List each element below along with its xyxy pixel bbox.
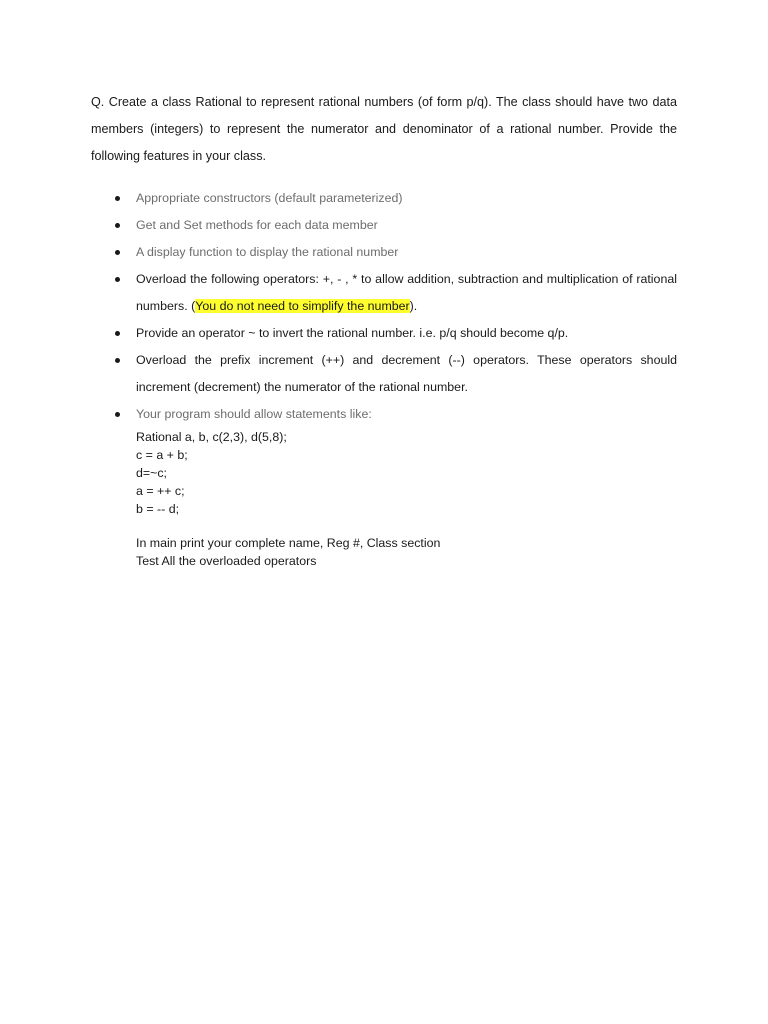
bullet-icon [115, 412, 120, 417]
bullet-icon [115, 250, 120, 255]
bullet-icon [115, 223, 120, 228]
code-line: c = a + b; [136, 448, 188, 462]
code-line: b = -- d; [136, 502, 180, 516]
code-line: a = ++ c; [136, 484, 185, 498]
feature-constructors: Appropriate constructors (default parameterized) [136, 191, 403, 205]
bullet-icon [115, 277, 120, 282]
list-item [91, 347, 677, 401]
highlighted-note: You do not need to simplify the number [195, 299, 410, 313]
list-item [91, 401, 677, 428]
question-intro: Q. Create a class Rational to represent rational numbers (of form p/q). The class should have two data members (integers) to represent the numerator and denominator of a rational number. Provide the following features in your class. [91, 95, 677, 163]
feature-increment: Overload the prefix increment (++) and decrement (--) operators. These operators should increment (decrement) the numerator of the rational number. [136, 353, 677, 394]
list-item [91, 212, 677, 239]
list-item [91, 185, 677, 212]
list-item [91, 266, 677, 320]
test-instruction: Test All the overloaded operators [136, 554, 317, 568]
list-item [91, 239, 677, 266]
bullet-icon [115, 358, 120, 363]
bullet-icon [115, 331, 120, 336]
feature-invert: Provide an operator ~ to invert the rational number. i.e. p/q should become q/p. [136, 326, 569, 340]
feature-statements: Your program should allow statements like: [136, 407, 372, 421]
list-item [91, 320, 677, 347]
feature-get-set: Get and Set methods for each data member [136, 218, 378, 232]
instructions [136, 534, 677, 570]
code-example [136, 428, 677, 518]
document-page [91, 89, 677, 570]
main-instruction: In main print your complete name, Reg #, Class section [136, 536, 441, 550]
feature-overload-close: ). [409, 299, 418, 313]
code-line: d=~c; [136, 466, 168, 480]
feature-display: A display function to display the rational number [136, 245, 399, 259]
feature-overload-text: Overload the following operators: +, - , * to allow addition, subtraction and multiplication of rational numbers. ( [136, 272, 677, 313]
code-line: Rational a, b, c(2,3), d(5,8); [136, 430, 287, 444]
feature-list [91, 185, 677, 428]
bullet-icon [115, 196, 120, 201]
